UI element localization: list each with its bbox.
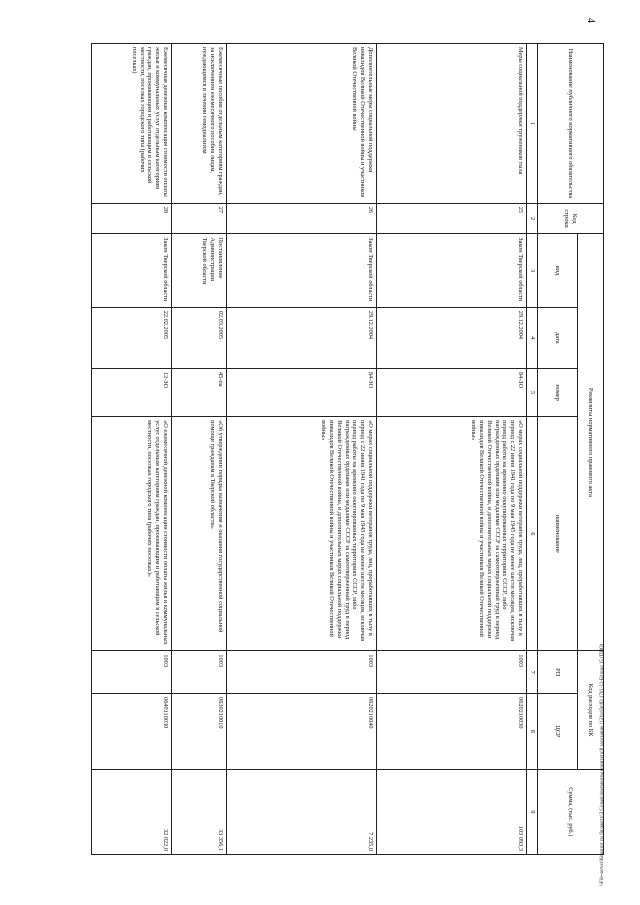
header-number: номер [538,369,578,417]
column-number: 8 [527,694,538,770]
rp-cell: 1003 [92,651,172,694]
obligation-cell: Дополнительные меры социальной поддержки инвалидов Великой Отечественной войны и участников Великой Отечественной войны [227,44,377,204]
csr-cell: 0620210030 [377,694,527,770]
header-type: вид [538,234,578,307]
obligations-table-wrapper [57,43,604,855]
act-number-cell: 12-ЗО [92,369,172,417]
column-number: 5 [527,369,538,417]
rp-cell: 1003 [377,651,527,694]
act-date-cell: 22.02.2005 [92,307,172,368]
obligations-table [91,43,604,855]
column-number: 7 [527,651,538,694]
column-number-row [527,44,538,855]
table-row [92,44,172,855]
header-name: наименование [538,417,578,651]
act-number-cell: 45-па [172,369,227,417]
header-date: дата [538,307,578,368]
header-row-code: Код строки [538,203,604,234]
row-code-cell: 25 [377,203,527,234]
header-act-details: Реквизиты нормативного правового акта [578,234,604,651]
obligation-cell: Ежемесячные пособия отдельным категориям граждан, за исключением ежемесячного пособия лицам, нуждающимся в лечении гемодиализом [172,44,227,204]
table-row [377,44,527,855]
act-name-cell: «О мерах социальной поддержки ветеранов труда, лиц, проработавших в тылу в период с 22 июня 1941 года по 9 мая 1945 года не менее шести месяцев, исключая период работы на временно оккупированных территориях СССР, либо награжденных орденами или медалями СССР за самоотверженный труд в период Великой Отечественной войны, и дополнительных мерах социальной поддержки инвалидов Великой Отечественной войны и участников Великой Отечественной войны» [377,417,527,651]
act-type-cell: Закон Тверской области [377,234,527,307]
act-type-cell: Постановление Администрации Тверской области [172,234,227,307]
act-type-cell: Закон Тверской области [92,234,172,307]
act-number-cell: 84-ЗО [227,369,377,417]
table-row [227,44,377,855]
header-rp: РП [538,651,578,694]
rp-cell: 1003 [172,651,227,694]
act-name-cell: «О ежемесячной денежной компенсации стоимости оплаты жилья и коммунальных услуг отдельным категориям граждан, проживающим и работающим в сельской местности, поселках городского типа (рабочих поселках)» [92,417,172,651]
header-csr: ЦСР [538,694,578,770]
act-date-cell: 02.03.2005 [172,307,227,368]
csr-cell: 0640110030 [92,694,172,770]
act-date-cell: 29.12.2004 [227,307,377,368]
csr-cell: 0620210040 [227,694,377,770]
column-number: 4 [527,307,538,368]
row-code-cell: 26 [227,203,377,234]
row-code-cell: 28 [92,203,172,234]
csr-cell: 0630210010 [172,694,227,770]
header-obligation: Наименование публичного нормативного обязательства [538,44,604,204]
obligation-cell: Ежемесячная денежная компенсация стоимости оплаты жилья и коммунальных услуг отдельным категориям граждан, проживающим и работающим в сельской местности, поселках городского типа (рабочих поселках) [92,44,172,204]
sum-cell: 33 356,1 [172,769,227,854]
column-number: 3 [527,234,538,307]
act-name-cell: «Об утверждении порядка назначения и оказания государственной социальной помощи гражданам в Тверской области» [172,417,227,651]
sum-cell: 7 235,0 [227,769,377,854]
rp-cell: 1003 [227,651,377,694]
header-bk-codes: Код расходов по БК [578,651,604,769]
header-sum: Сумма, (тыс. руб.) [538,769,604,854]
column-number: 1 [527,44,538,204]
column-number: 6 [527,417,538,651]
table-row [172,44,227,855]
act-name-cell: «О мерах социальной поддержки ветеранов труда, лиц, проработавших в тылу в период с 22 июня 1941 года по 9 мая 1945 года не менее шести месяцев, исключая период работы на временно оккупированных территориях СССР, либо награжденных орденами или медалями СССР за самоотверженный труд в период Великой Отечественной войны, и дополнительных мерах социальной поддержки инвалидов Великой Отечественной войны и участников Великой Отечественной войны» [227,417,377,651]
sum-cell: 103 093,3 [377,769,527,854]
act-type-cell: Закон Тверской области [227,234,377,307]
sum-cell: 32 022,0 [92,769,172,854]
footer-file-path: \\File-server\Комитет по бюджету\3 Созыв\документы комитета\8 заседание (12)\р\бр\83 1701-11-Б\прил 15 (ПНО) [600,643,605,886]
obligation-cell: Меры социальной поддержки тружеников тыла [377,44,527,204]
page-number: 4 [585,18,596,23]
column-number: 2 [527,203,538,234]
column-number: 9 [527,769,538,854]
act-number-cell: 84-ЗО [377,369,527,417]
act-date-cell: 29.12.2004 [377,307,527,368]
row-code-cell: 27 [172,203,227,234]
